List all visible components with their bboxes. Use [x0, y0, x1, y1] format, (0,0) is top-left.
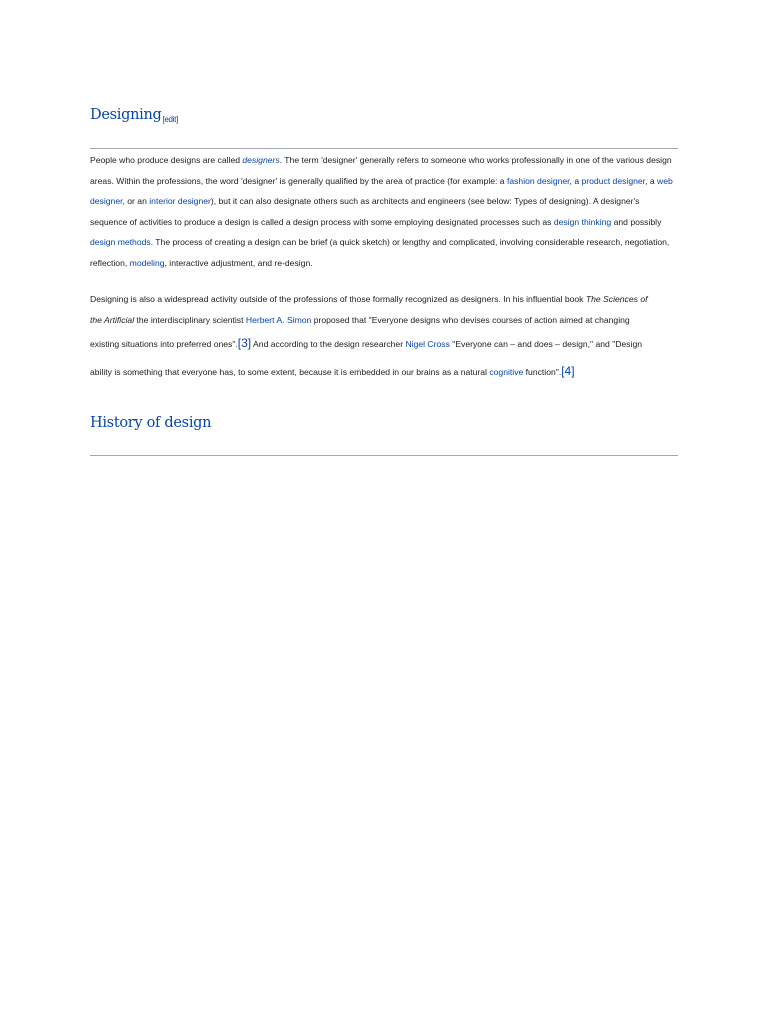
- link-web-designer[interactable]: web designer: [90, 175, 673, 207]
- section-heading-designing: [90, 106, 178, 129]
- link-interior-designer[interactable]: interior designer: [149, 196, 211, 207]
- link-fashion-designer[interactable]: fashion designer: [506, 175, 570, 186]
- link-herbert-simon[interactable]: Herbert A. Simon: [245, 314, 312, 325]
- text: function".: [523, 366, 562, 377]
- text: , interactive adjustment, and re-design.: [164, 257, 313, 268]
- paragraph-designers: [90, 150, 678, 274]
- text: People who produce designs are called: [90, 155, 243, 165]
- text: . The term 'designer' generally refers to someone who works professionally in one of the various design areas. Within the professions, the word 'designer' is generally qualified by the area of practice (for example: a: [90, 155, 672, 186]
- text: existing situations into preferred ones".: [90, 339, 238, 350]
- paragraph-widespread-activity: [90, 289, 678, 385]
- link-modeling[interactable]: modeling: [129, 257, 165, 268]
- text: ability is something that everyone has, to some extent, because it is embedded in our brains as a natural: [90, 366, 490, 377]
- history-of-design-link[interactable]: History of design: [90, 415, 212, 431]
- heading-divider: [90, 455, 678, 456]
- text: , a: [645, 175, 657, 186]
- text-line: [90, 289, 678, 310]
- link-design-methods[interactable]: design methods: [90, 237, 151, 248]
- text: And according to the design researcher: [251, 339, 406, 350]
- text-line: [90, 330, 678, 358]
- heading-divider: [90, 148, 678, 149]
- text: and possibly: [611, 216, 662, 227]
- link-nigel-cross[interactable]: Nigel Cross: [405, 339, 450, 350]
- link-cognitive[interactable]: cognitive: [489, 366, 524, 377]
- text: proposed that "Everyone designs who devises courses of action aimed at changing: [311, 314, 630, 325]
- edit-section-link[interactable]: [edit]: [162, 115, 179, 124]
- link-designers[interactable]: designers: [242, 155, 280, 165]
- section-heading-history: [90, 414, 211, 432]
- text-line: [90, 358, 678, 386]
- link-product-designer[interactable]: product designer: [581, 175, 646, 186]
- citation-4[interactable]: [4]: [561, 363, 575, 378]
- link-design-thinking[interactable]: design thinking: [553, 216, 612, 227]
- citation-3[interactable]: [3]: [237, 336, 252, 351]
- text: the interdisciplinary scientist: [134, 314, 246, 325]
- book-title: the Artificial: [90, 314, 135, 325]
- text: ), but it can also designate others such as architects and engineers (see below: Types of designing). A designer's sequence of activities to produce a design is called a design process with some employing designated processes such as: [90, 196, 640, 227]
- text: Designing is also a widespread activity outside of the professions of those formally recognized as designers. In his influential book: [90, 294, 586, 304]
- text: , a: [569, 175, 582, 186]
- section-title: Designing: [90, 107, 162, 123]
- text: . The process of creating a design can be brief (a quick sketch) or lengthy and complicated, involving considerable research, negotiation, reflection,: [90, 237, 670, 268]
- text: , or an: [122, 196, 150, 207]
- text: "Everyone can – and does – design," and "Design: [449, 339, 643, 350]
- text-line: [90, 310, 678, 331]
- book-title: The Sciences of: [585, 294, 648, 304]
